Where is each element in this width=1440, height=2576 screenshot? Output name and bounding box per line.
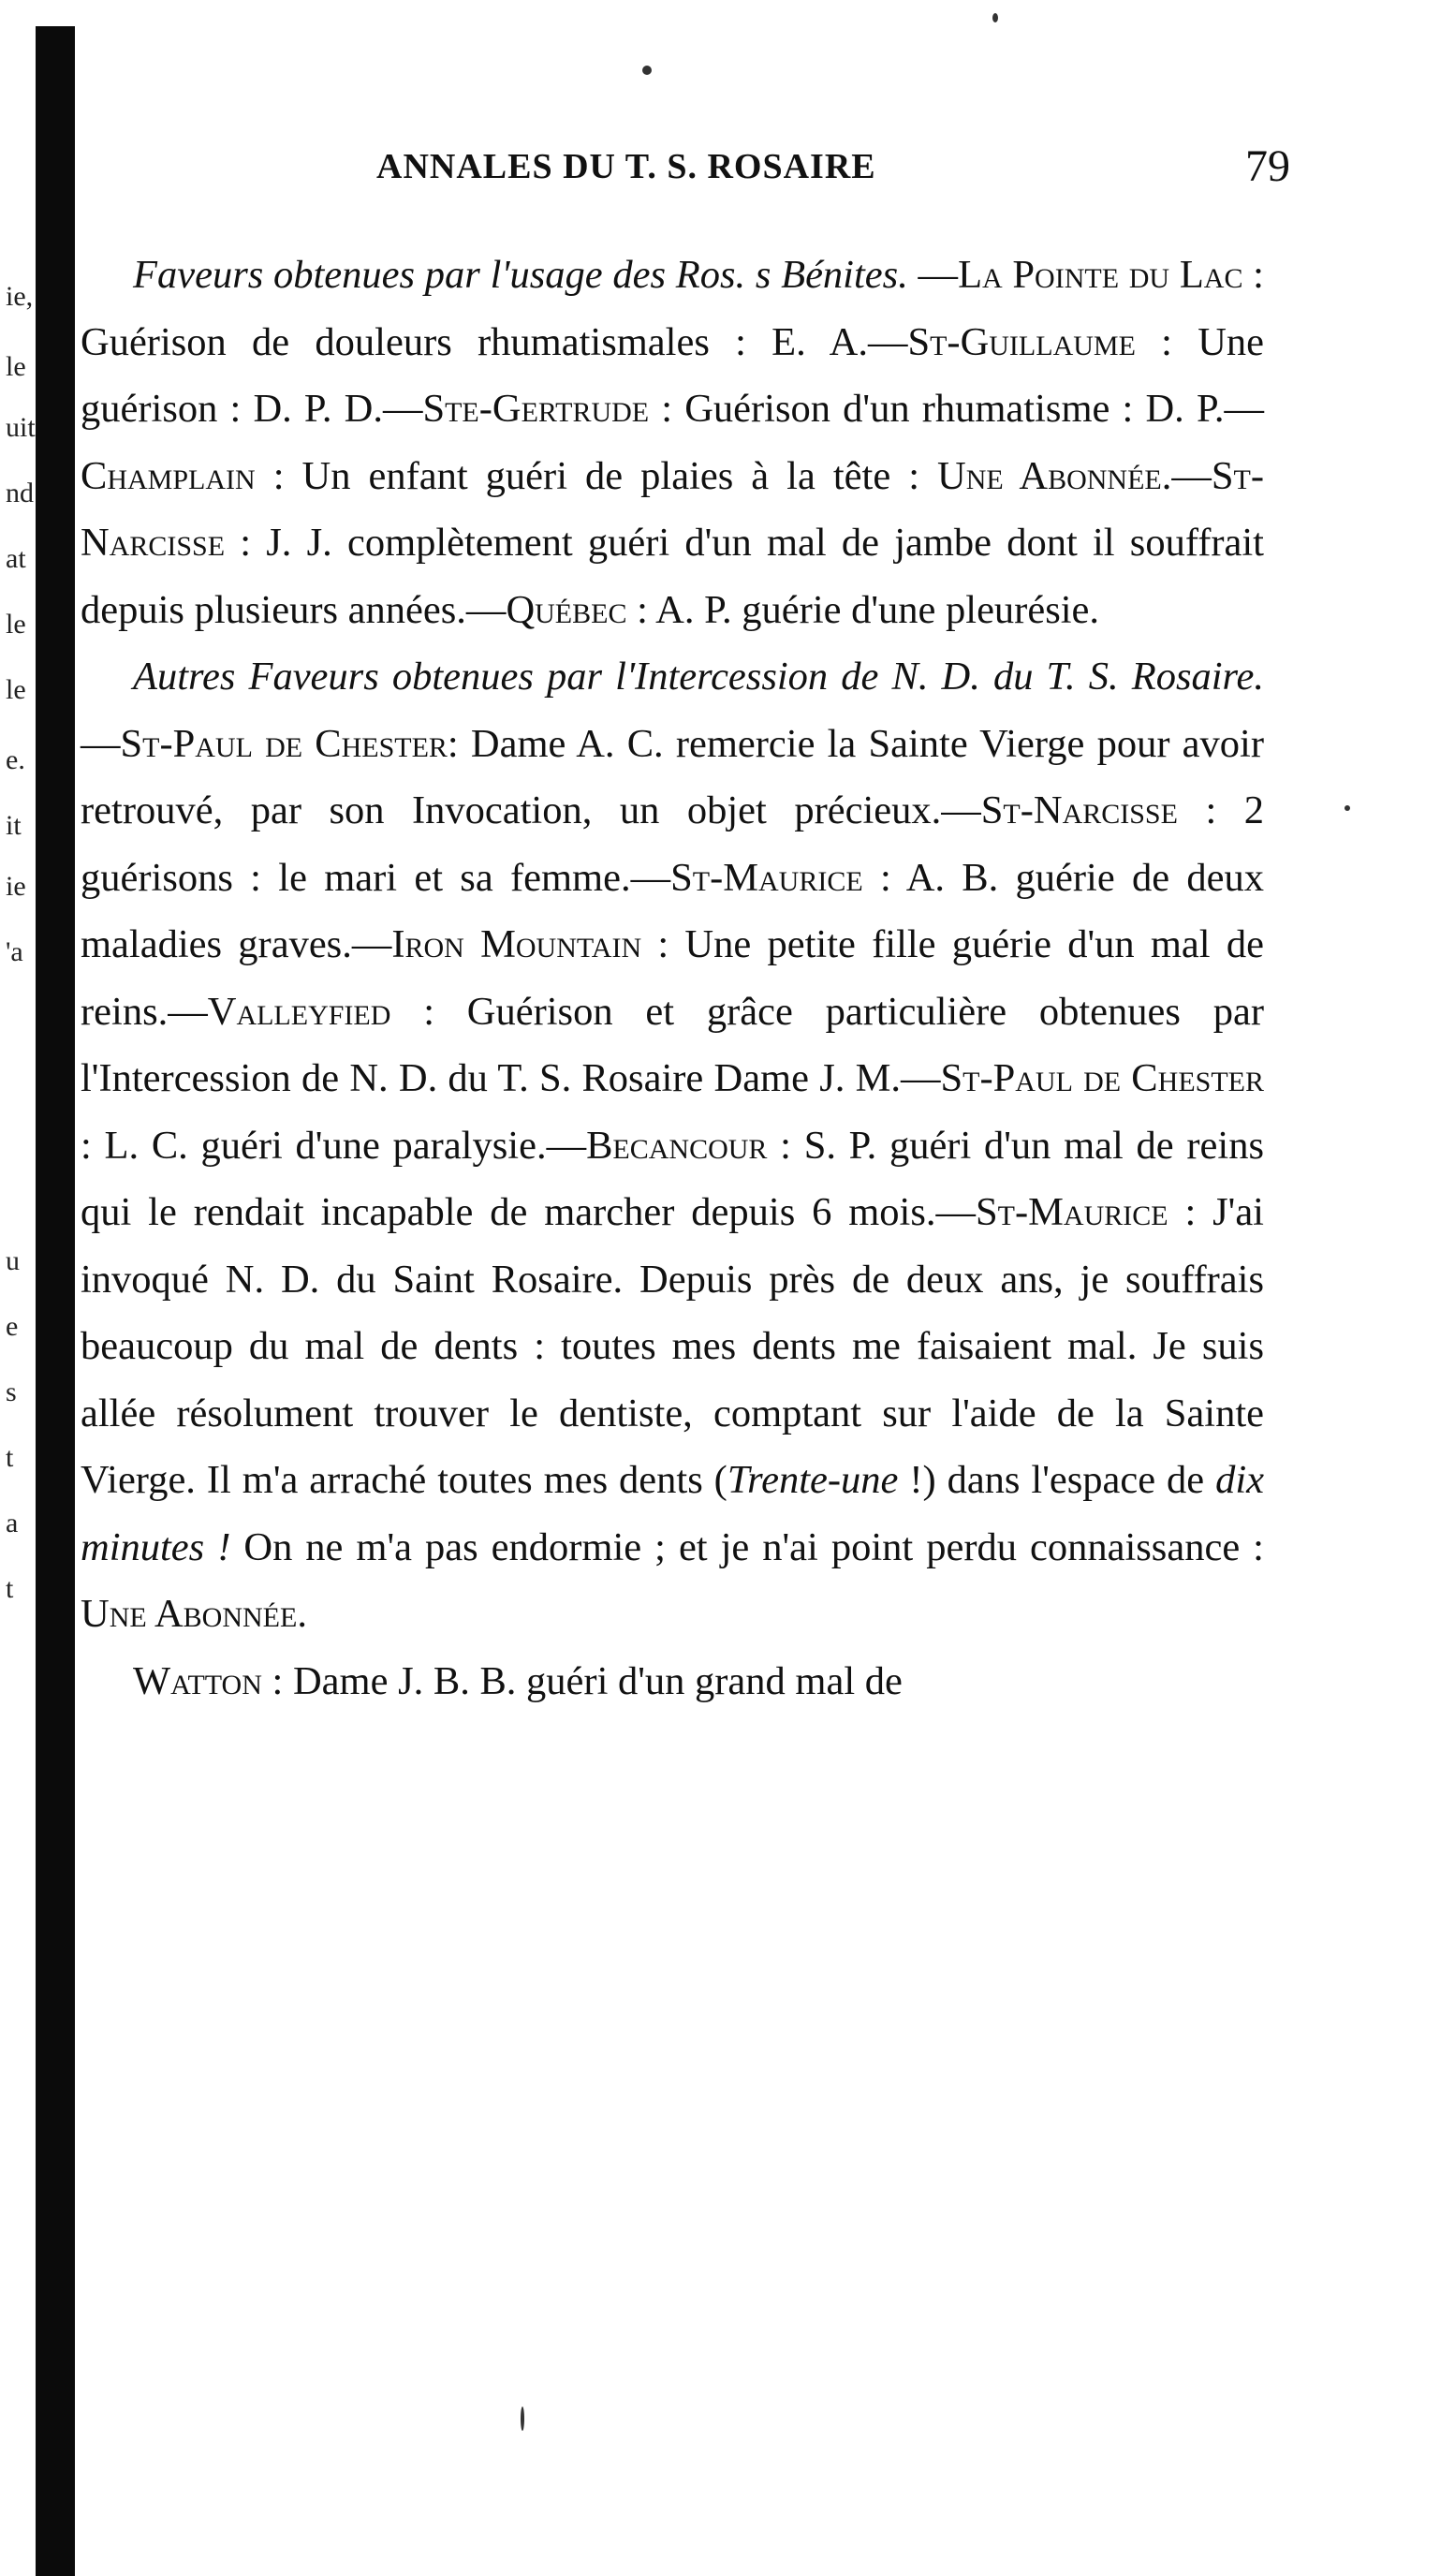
place-name: Valleyfied: [207, 989, 391, 1034]
margin-fragment: 'a: [6, 936, 23, 967]
text-run: : Guérison et grâce particulière obtenues par l'Intercession de N. D. du T. S. Rosaire Dame J. M.—: [81, 989, 1264, 1100]
place-name: Québec: [506, 587, 627, 632]
place-name: St-Maurice: [670, 855, 863, 900]
text-run: : Dame A. C. remercie la Sainte Vierge pour avoir retrouvé, par son Invocation, un objet précieux.—: [81, 721, 1264, 832]
place-name: Watton: [133, 1658, 262, 1703]
place-name: Une Abonnée: [937, 453, 1162, 498]
place-name: St-Guillaume: [907, 319, 1136, 364]
text-run: : J. J. complètement guéri d'un mal de jambe dont il souffrait depuis plusieurs années.—: [81, 521, 1264, 632]
text-run: : A. B. guérie de deux maladies graves.—: [81, 855, 1264, 966]
left-margin-fragments: [0, 0, 36, 2576]
text-run: —: [907, 253, 959, 297]
paragraph: [81, 643, 1264, 1648]
header-title: ANNALES DU T. S. ROSAIRE: [376, 147, 876, 186]
place-name: St-Paul de Chester: [120, 721, 448, 766]
text-run: : Guérison de douleurs rhumatismales : E. A.—: [81, 253, 1264, 364]
place-name: Iron Mountain: [391, 922, 642, 966]
margin-fragment: at: [6, 543, 26, 574]
text-run: : Une petite fille guérie d'un mal de reins.—: [81, 922, 1264, 1034]
text-run: !) dans l'espace de: [898, 1458, 1216, 1502]
text-run: .: [297, 1592, 307, 1636]
place-name: Becancour: [586, 1123, 768, 1168]
place-name: Champlain: [81, 453, 256, 498]
place-name: Ste-Gertrude: [422, 387, 650, 431]
margin-fragment: le: [6, 674, 26, 705]
italic-text: Faveurs obtenues par l'usage des Ros. s Bénites.: [133, 253, 908, 297]
italic-text: Trente-une: [727, 1458, 899, 1502]
binding-shadow: [36, 26, 75, 2576]
text-run: : J'ai invoqué N. D. du Saint Rosaire. Depuis près de deux ans, je souffrais beaucoup du mal de dents : toutes mes dents me faisaient mal. Je suis allée résolument trouver le dentiste, comptant sur l'aide de la Sainte Vierge. Il m'a arraché toutes mes dents (: [81, 1190, 1264, 1502]
margin-fragment: ie,: [6, 281, 34, 312]
text-run: : A. P. guérie d'une pleurésie.: [626, 587, 1100, 632]
speck: [521, 2407, 524, 2431]
page-number: 79: [1245, 141, 1290, 191]
margin-fragment: a: [6, 1508, 19, 1538]
paragraph: [81, 242, 1264, 643]
speck: [642, 66, 652, 75]
margin-fragment: e: [6, 1311, 19, 1342]
margin-fragment: e.: [6, 744, 25, 775]
speck: [1344, 805, 1350, 811]
margin-fragment: ie: [6, 871, 26, 902]
margin-fragment: nd: [6, 478, 34, 508]
margin-fragment: le: [6, 351, 26, 382]
margin-fragment: it: [6, 810, 22, 841]
running-header: [75, 140, 1367, 197]
paragraph: [81, 1648, 1264, 1715]
speck: [992, 13, 998, 22]
margin-fragment: uit: [6, 412, 36, 443]
place-name: La Pointe du Lac: [958, 253, 1243, 297]
place-name: St-Narcisse: [980, 788, 1178, 832]
text-run: On ne m'a pas endormie ; et je n'ai point perdu connaissance :: [230, 1524, 1264, 1569]
text-run: : Dame J. B. B. guéri d'un grand mal de: [261, 1658, 903, 1703]
text-run: : L. C. guéri d'une paralysie.—: [81, 1123, 587, 1168]
margin-fragment: s: [6, 1376, 17, 1407]
margin-fragment: t: [6, 1442, 14, 1473]
text-run: : S. P. guéri d'un mal de reins qui le rendait incapable de marcher depuis 6 mois.—: [81, 1123, 1265, 1234]
margin-fragment: t: [6, 1573, 14, 1604]
place-name: St-Paul de Chester: [940, 1056, 1264, 1100]
place-name: Une Abonnée: [81, 1592, 298, 1636]
text-run: : Guérison d'un rhumatisme : D. P.—: [649, 387, 1264, 431]
text-run: —: [81, 721, 121, 766]
place-name: St-Maurice: [976, 1190, 1168, 1234]
place-name: St-Narcisse: [81, 453, 1264, 565]
margin-fragment: le: [6, 609, 26, 640]
page-body: [81, 242, 1264, 1715]
italic-text: Autres Faveurs obtenues par l'Intercession de N. D. du T. S. Rosaire.: [133, 655, 1264, 699]
text-run: .—: [1161, 453, 1212, 498]
text-run: : 2 guérisons : le mari et sa femme.—: [81, 788, 1264, 900]
text-run: : Un enfant guéri de plaies à la tête :: [255, 453, 938, 498]
text-run: : Une guérison : D. P. D.—: [81, 319, 1264, 431]
italic-text: dix minutes !: [81, 1458, 1265, 1569]
margin-fragment: u: [6, 1245, 20, 1276]
